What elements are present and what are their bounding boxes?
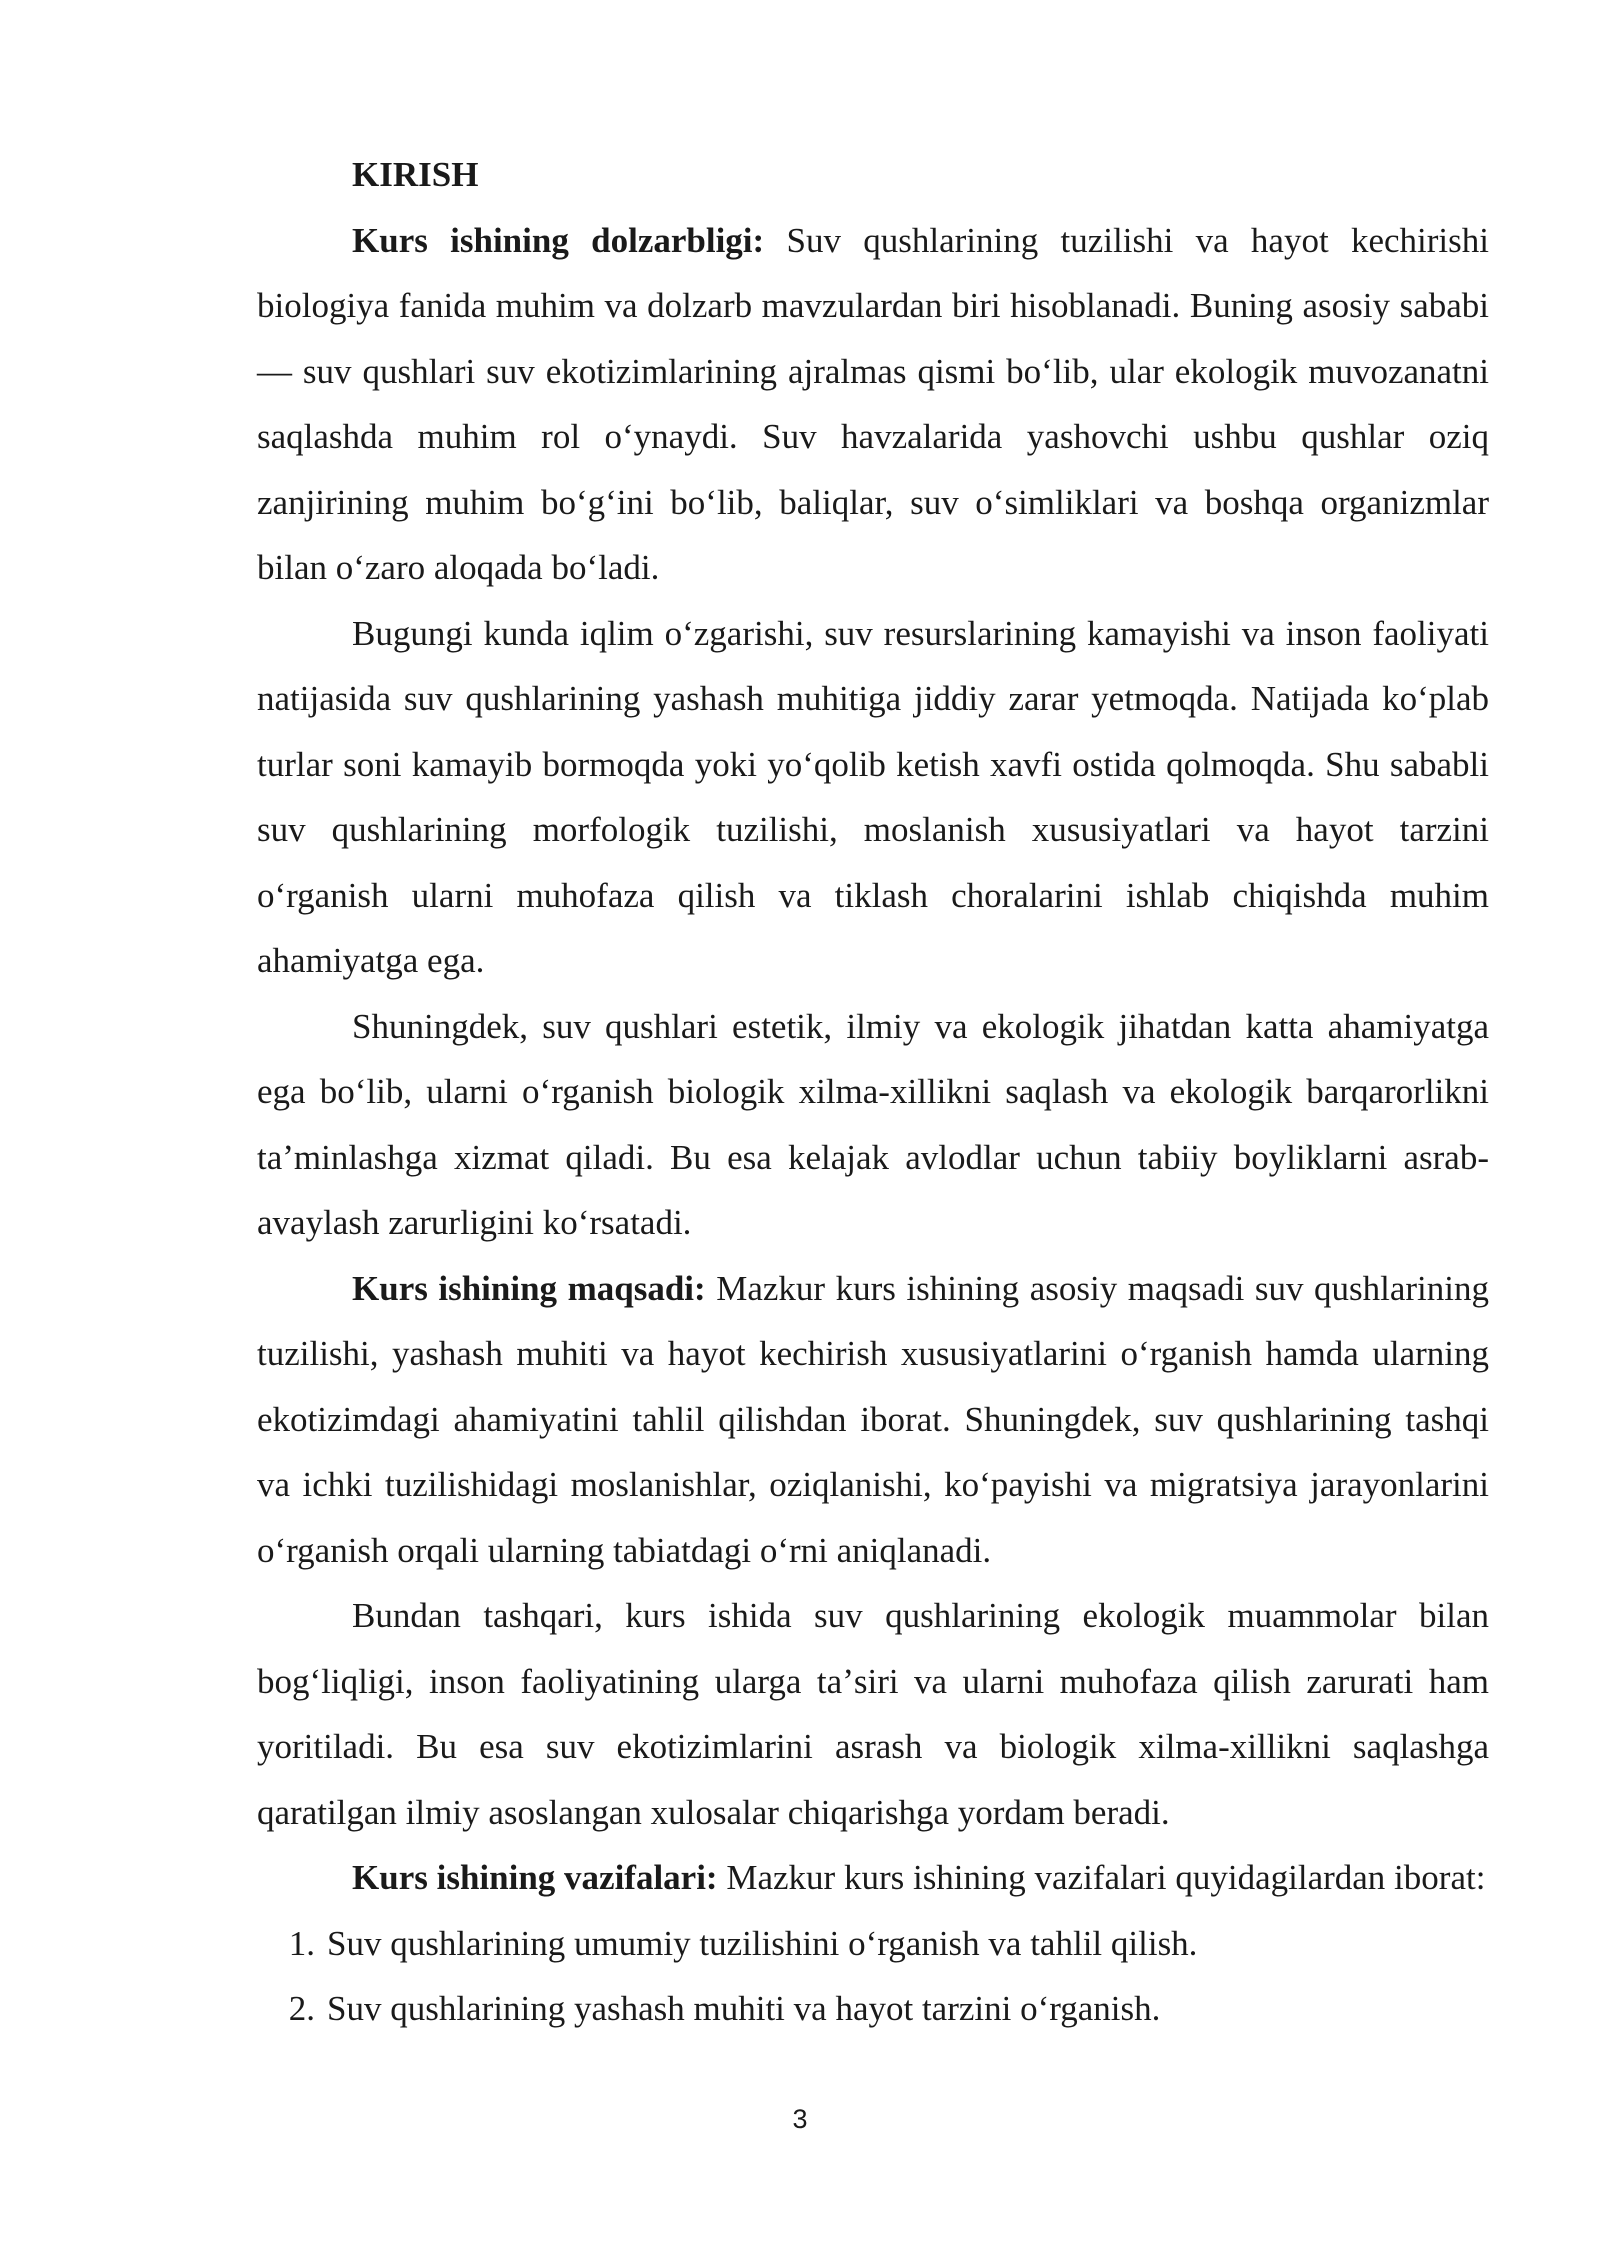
- paragraph-text: Mazkur kurs ishining vazifalari quyidagilardan iborat:: [726, 1858, 1486, 1897]
- paragraph-tasks: [257, 1845, 1489, 1911]
- list-item-text: Suv qushlarining umumiy tuzilishini oʻrganish va tahlil qilish.: [327, 1923, 1198, 1963]
- paragraph-lead: Kurs ishining dolzarbligi:: [352, 220, 765, 260]
- paragraph-text: Bugungi kunda iqlim oʻzgarishi, suv resurslarining kamayishi va inson faoliyati natijasida suv qushlarining yashash muhitiga jiddiy zarar yetmoqda. Natijada koʻplab turlar soni kamayib bormoqda yoki yoʻqolib ketish xavfi ostida qolmoqda. Shu sababli suv qushlarining morfologik tuzilishi, moslanish xususiyatlari va hayot tarzini oʻrganish ularni muhofaza qilish va tiklash choralarini ishlab chiqishda muhim ahamiyatga ega.: [257, 613, 1489, 980]
- document-page: [257, 142, 1489, 2042]
- paragraph-climate: [257, 601, 1489, 994]
- page-number: 3: [792, 2104, 808, 2134]
- paragraph-relevance: [257, 208, 1489, 601]
- paragraph-text: Bundan tashqari, kurs ishida suv qushlarining ekologik muammolar bilan bogʻliqligi, inson faoliyatining ularga taʼsiri va ularni muhofaza qilish zarurati ham yoritiladi. Bu esa suv ekotizimlarini asrash va biologik xilma-xillikni saqlashga qaratilgan ilmiy asoslangan xulosalar chiqarishga yordam beradi.: [257, 1596, 1489, 1832]
- paragraph-text: Suv qushlarining tuzilishi va hayot kechirishi biologiya fanida muhim va dolzarb mavzulardan biri hisoblanadi. Buning asosiy sababi — suv qushlari suv ekotizimlarining ajralmas qismi boʻlib, ular ekologik muvozanatni saqlashda muhim rol oʻynaydi. Suv havzalarida yashovchi ushbu qushlar oziq zanjirining muhim boʻgʻini boʻlib, baliqlar, suv oʻsimliklari va boshqa organizmlar bilan oʻzaro aloqada boʻladi.: [257, 220, 1489, 587]
- list-item-number: 1.: [288, 1923, 315, 1963]
- paragraph-goal: [257, 1256, 1489, 1584]
- list-item-number: 2.: [288, 1989, 315, 2028]
- paragraph-text: Shuningdek, suv qushlari estetik, ilmiy va ekologik jihatdan katta ahamiyatga ega boʻlib, ularni oʻrganish biologik xilma-xillikni saqlash va ekologik barqarorlikni taʼminlashga xizmat qiladi. Bu esa kelajak avlodlar uchun tabiiy boyliklarni asrab-avaylash zarurligini koʻrsatadi.: [257, 1006, 1489, 1242]
- section-heading: KIRISH: [352, 155, 479, 194]
- task-list: [257, 1911, 1489, 2042]
- list-item: [257, 1911, 1489, 1977]
- paragraph-additional: [257, 1583, 1489, 1845]
- paragraph-lead: Kurs ishining maqsadi:: [352, 1268, 706, 1308]
- paragraph-lead: Kurs ishining vazifalari:: [352, 1858, 718, 1897]
- paragraph-text: Mazkur kurs ishining asosiy maqsadi suv qushlarining tuzilishi, yashash muhiti va hayot kechirish xususiyatlarini oʻrganish hamda ularning ekotizimdagi ahamiyatini tahlil qilishdan iborat. Shuningdek, suv qushlarining tashqi va ichki tuzilishidagi moslanishlar, oziqlanishi, koʻpayishi va migratsiya jarayonlarini oʻrganish orqali ularning tabiatdagi oʻrni aniqlanadi.: [257, 1268, 1490, 1570]
- list-item-text: Suv qushlarining yashash muhiti va hayot tarzini oʻrganish.: [327, 1989, 1161, 2028]
- paragraph-importance: [257, 994, 1489, 1256]
- list-item: [257, 1976, 1489, 2042]
